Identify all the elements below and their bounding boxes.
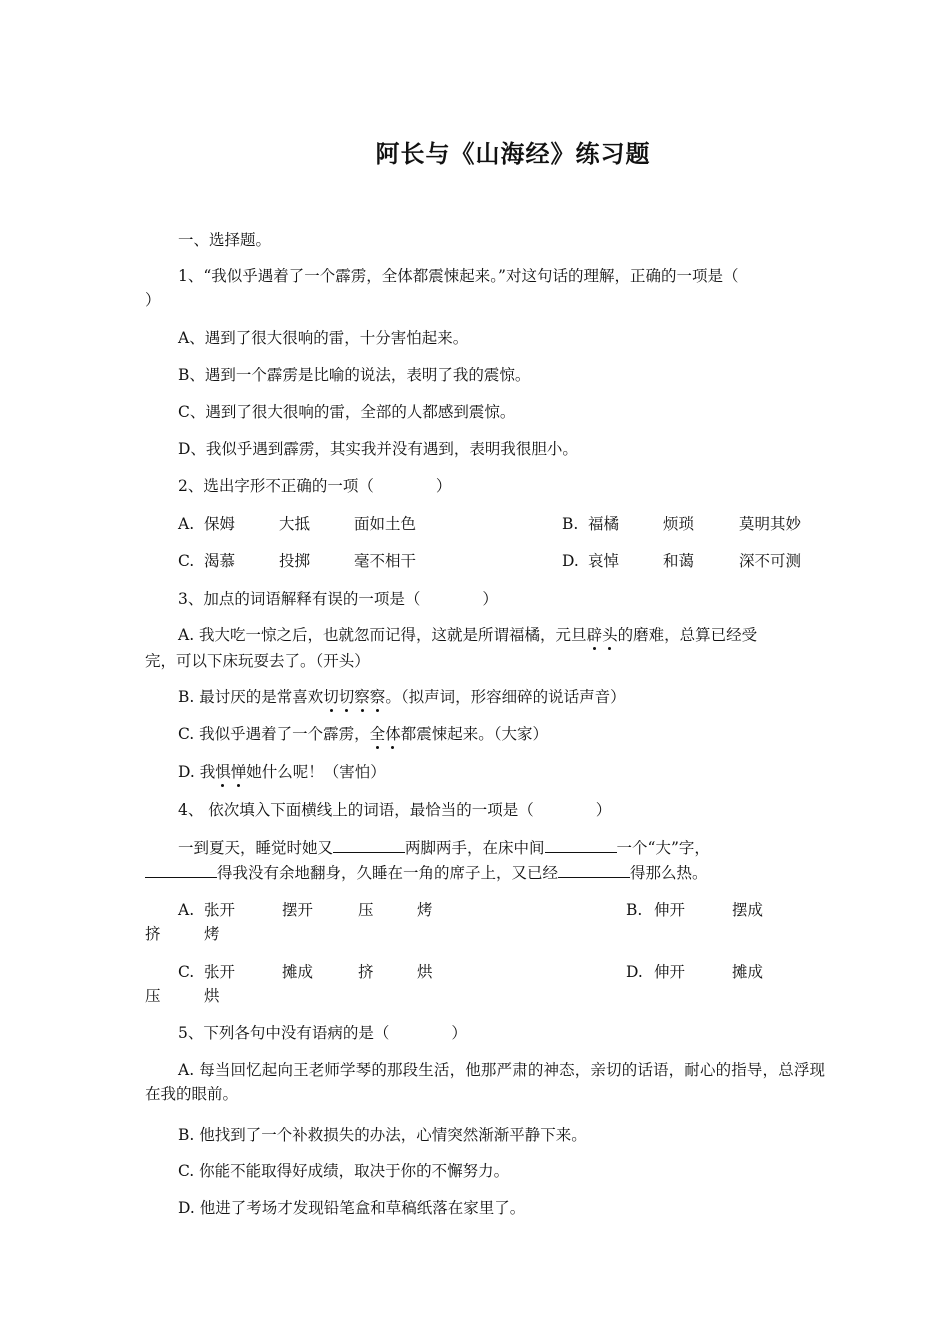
option-text: 都震悚起来。（大家） <box>400 725 548 743</box>
option-word: 莫明其妙 <box>739 515 802 533</box>
dotted-char: 察 <box>354 688 370 706</box>
option-word: 面如土色 <box>354 515 417 533</box>
option-word: 烘 <box>417 963 433 981</box>
q1-option-d: D、我似乎遇到霹雳，其实我并没有遇到，表明我很胆小。 <box>178 440 578 458</box>
dotted-char: 切 <box>323 688 339 706</box>
option-word: 挤 <box>145 925 161 943</box>
q5-stem: 5、下列各句中没有语病的是（ ） <box>178 1024 467 1042</box>
option-letter: C. <box>178 552 195 570</box>
q5-option-b: B. 他找到了一个补救损失的办法，心情突然渐渐平静下来。 <box>178 1126 587 1144</box>
q1-option-a: A、遇到了很大很响的雷，十分害怕起来。 <box>178 329 469 347</box>
passage-text: 两脚两手，在床中间 <box>405 839 545 857</box>
q1-option-b: B、遇到一个霹雳是比喻的说法，表明了我的震惊。 <box>178 366 531 384</box>
dotted-char: 察 <box>369 688 386 706</box>
option-word: 挤 <box>358 963 374 981</box>
fill-blank <box>333 836 405 853</box>
option-word: 压 <box>358 901 374 919</box>
option-letter: B. <box>562 515 579 533</box>
option-word: 大抵 <box>279 515 311 533</box>
passage-text: 得我没有余地翻身，久睡在一角的席子上，又已经 <box>217 864 559 882</box>
q3-option-c <box>178 722 858 746</box>
q2-stem: 2、选出字形不正确的一项（ ） <box>178 477 452 495</box>
fill-blank <box>545 836 617 853</box>
dotted-char: 头 <box>602 626 618 644</box>
option-word: 烤 <box>417 901 433 919</box>
dotted-char: 惧 <box>215 763 231 781</box>
dotted-char: 全 <box>369 725 386 743</box>
option-text: A. 我大吃一惊之后，也就忽而记得，这就是所谓福橘，元旦 <box>178 626 587 644</box>
option-word: 哀悼 <box>588 552 620 570</box>
option-word: 摆开 <box>282 901 314 919</box>
option-word: 摊成 <box>282 963 314 981</box>
option-word: 烘 <box>204 987 220 1005</box>
option-letter: D. <box>562 552 579 570</box>
q3-option-b <box>178 685 858 709</box>
option-word: 压 <box>145 987 161 1005</box>
option-text: B. 最讨厌的是常喜欢 <box>178 688 324 706</box>
option-text: 的磨难，总算已经受 <box>617 626 758 644</box>
option-letter: C. <box>178 963 195 981</box>
option-letter: D. <box>626 963 643 981</box>
option-word: 投掷 <box>279 552 311 570</box>
q1-stem: 1、“我似乎遇着了一个霹雳，全体都震悚起来。”对这句话的理解，正确的一项是（ <box>178 267 739 285</box>
option-word: 伸开 <box>654 963 686 981</box>
option-word: 张开 <box>204 963 236 981</box>
option-text: 她什么呢！（害怕） <box>246 763 386 781</box>
fill-blank <box>145 861 217 878</box>
q4-passage-line2 <box>145 861 825 885</box>
dotted-term <box>587 626 618 644</box>
section-heading: 一、选择题。 <box>178 231 272 249</box>
dotted-term <box>215 763 246 781</box>
dotted-char: 惮 <box>230 763 247 781</box>
q1-stem-end: ） <box>145 291 161 309</box>
option-word: 伸开 <box>654 901 686 919</box>
page-title: 阿长与《山海经》练习题 <box>375 140 651 168</box>
q4-passage-line1 <box>178 836 858 860</box>
option-word: 毫不相干 <box>354 552 417 570</box>
q3-stem: 3、加点的词语解释有误的一项是（ ） <box>178 590 498 608</box>
option-word: 摆成 <box>732 901 764 919</box>
q5-option-d: D. 他进了考场才发现铅笔盒和草稿纸落在家里了。 <box>178 1199 526 1217</box>
option-text: 。（拟声词，形容细碎的说话声音） <box>385 688 626 706</box>
q3-option-a <box>178 623 858 647</box>
option-word: 张开 <box>204 901 236 919</box>
option-text: D. 我 <box>178 763 216 781</box>
fill-blank <box>558 861 630 878</box>
dotted-term <box>370 725 401 743</box>
dotted-term <box>323 688 385 706</box>
dotted-char: 辟 <box>586 626 603 644</box>
option-letter: A. <box>178 901 195 919</box>
option-word: 渴慕 <box>204 552 236 570</box>
option-word: 深不可测 <box>739 552 802 570</box>
q5-option-a: A. 每当回忆起向王老师学琴的那段生活，他那严肃的神态，亲切的话语，耐心的指导，总浮现在我的眼前。 <box>145 1061 825 1103</box>
q3-option-d <box>178 760 858 784</box>
option-letter: A. <box>178 515 195 533</box>
option-word: 福橘 <box>588 515 620 533</box>
passage-text: 得那么热。 <box>630 864 708 882</box>
passage-text: 一到夏天，睡觉时她又 <box>178 839 334 857</box>
q4-stem: 4、 依次填入下面横线上的词语，最恰当的一项是（ ） <box>178 801 612 819</box>
q1-option-c: C、遇到了很大很响的雷，全部的人都感到震惊。 <box>178 403 516 421</box>
q5-option-c: C. 你能不能取得好成绩，取决于你的不懈努力。 <box>178 1162 510 1180</box>
option-word: 摊成 <box>732 963 764 981</box>
option-word: 保姆 <box>204 515 236 533</box>
dotted-char: 体 <box>385 725 401 743</box>
passage-text: 一个“大”字， <box>616 839 710 857</box>
option-word: 和蔼 <box>663 552 695 570</box>
q3-option-a-line2: 完，可以下床玩耍去了。（开头） <box>145 652 370 670</box>
dotted-char: 切 <box>338 688 355 706</box>
option-word: 烤 <box>204 925 220 943</box>
option-text: C. 我似乎遇着了一个霹雳， <box>178 725 370 743</box>
option-letter: B. <box>626 901 643 919</box>
option-word: 烦琐 <box>663 515 695 533</box>
